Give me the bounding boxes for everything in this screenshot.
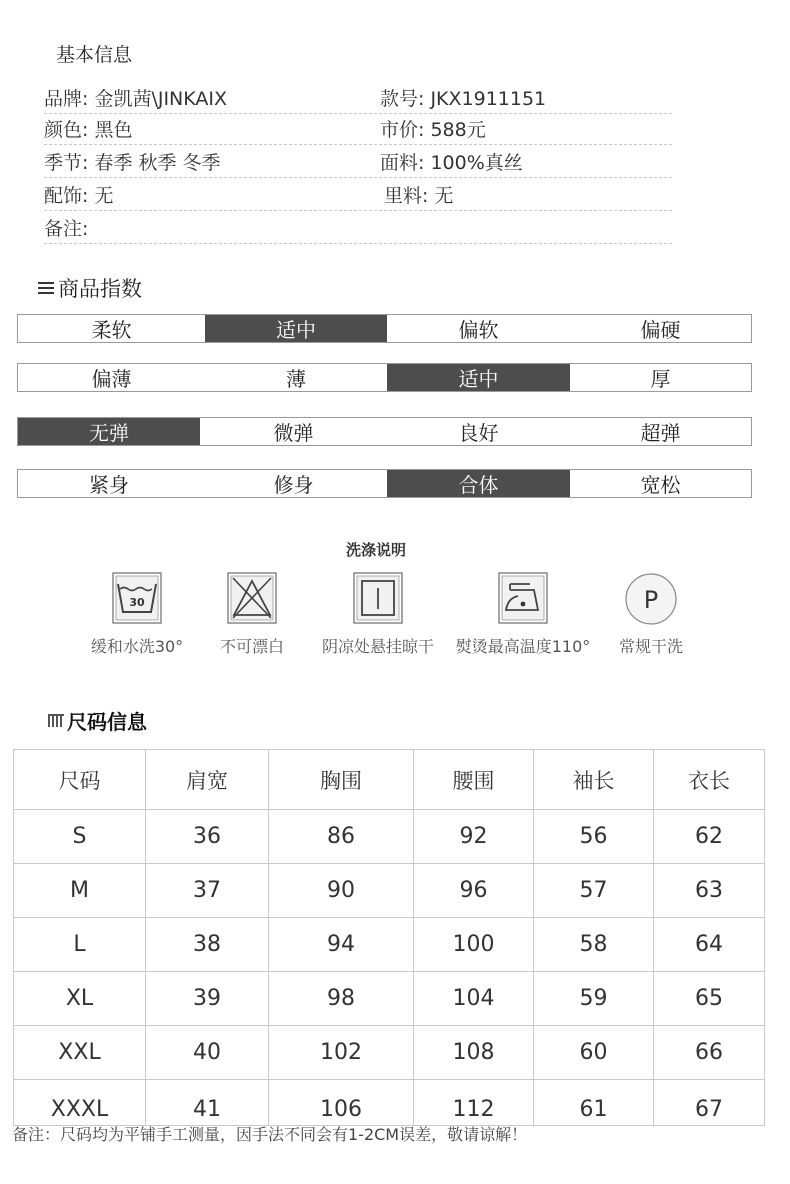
- column-header: 衣长: [654, 750, 765, 810]
- product-index-label: 商品指数: [58, 277, 142, 301]
- index-option: 宽松: [640, 473, 681, 497]
- table-cell: 64: [654, 918, 765, 972]
- info-row: [44, 177, 672, 211]
- table-cell: 86: [269, 810, 414, 864]
- basic-info-title: 基本信息: [56, 44, 133, 66]
- table-cell: 58: [534, 918, 654, 972]
- index-option: 微弹: [273, 421, 314, 445]
- table-cell: 60: [534, 1026, 654, 1080]
- table-cell: 66: [654, 1026, 765, 1080]
- wash-30-icon: [112, 572, 162, 624]
- table-row: [14, 918, 765, 972]
- table-cell: L: [14, 918, 146, 972]
- table-cell: 65: [654, 972, 765, 1026]
- dry-clean-icon: [624, 572, 678, 626]
- size-table: [13, 749, 765, 1126]
- column-header: 肩宽: [146, 750, 269, 810]
- season-field: 季节: 春季 秋季 冬季: [44, 152, 221, 174]
- wash-label: 常规干洗: [618, 637, 683, 656]
- table-row: [14, 1026, 765, 1080]
- column-header: 腰围: [414, 750, 534, 810]
- table-cell: 108: [414, 1026, 534, 1080]
- list-icon: [38, 282, 54, 294]
- index-option: 紧身: [89, 473, 129, 497]
- table-cell: 56: [534, 810, 654, 864]
- index-option: 偏软: [458, 318, 499, 342]
- grid-icon: [48, 714, 64, 727]
- no-bleach-icon: [227, 572, 277, 624]
- index-option: 厚: [650, 367, 671, 391]
- column-header: 胸围: [269, 750, 414, 810]
- table-cell: 62: [654, 810, 765, 864]
- index-option: 合体: [387, 470, 570, 497]
- product-index-title: [38, 273, 142, 303]
- table-cell: 63: [654, 864, 765, 918]
- size-info-title: [48, 706, 147, 735]
- column-header: 尺码: [14, 750, 146, 810]
- dry-clean-letter: P: [643, 586, 659, 614]
- index-row-fit: [17, 469, 752, 498]
- wash-item: [576, 572, 726, 657]
- table-cell: 37: [146, 864, 269, 918]
- index-option: 修身: [273, 473, 314, 497]
- table-cell: 67: [654, 1080, 765, 1126]
- info-row: [44, 144, 672, 178]
- wash-item: [303, 572, 453, 657]
- table-cell: 98: [269, 972, 414, 1026]
- index-option: 适中: [205, 315, 387, 342]
- market-price-field: 市价: 588元: [380, 119, 486, 141]
- table-header-row: [14, 750, 765, 810]
- index-option: 偏硬: [640, 318, 681, 342]
- column-header: 袖长: [534, 750, 654, 810]
- info-row: [44, 210, 672, 244]
- table-cell: S: [14, 810, 146, 864]
- size-info-label: 尺码信息: [67, 710, 147, 734]
- table-row: [14, 810, 765, 864]
- table-cell: 102: [269, 1026, 414, 1080]
- index-option: 偏薄: [91, 367, 132, 391]
- table-cell: 40: [146, 1026, 269, 1080]
- wash-label: 熨烫最高温度110°: [455, 637, 591, 656]
- table-cell: 96: [414, 864, 534, 918]
- table-cell: 92: [414, 810, 534, 864]
- table-cell: 41: [146, 1080, 269, 1126]
- info-row: [44, 80, 672, 114]
- brand-field: 品牌: 金凯茜\JINKAIX: [44, 88, 228, 110]
- remark-field: 备注:: [44, 218, 89, 240]
- index-option: 柔软: [91, 318, 132, 342]
- table-cell: 112: [414, 1080, 534, 1126]
- color-field: 颜色: 黑色: [44, 119, 133, 141]
- wash-temp-label: 30: [129, 596, 145, 609]
- index-option: 无弹: [18, 418, 200, 445]
- table-row: [14, 1080, 765, 1126]
- iron-icon: [498, 572, 548, 624]
- table-cell: 61: [534, 1080, 654, 1126]
- index-row-thickness: [17, 363, 752, 392]
- hang-dry-shade-icon: [353, 572, 403, 624]
- table-cell: 39: [146, 972, 269, 1026]
- table-cell: XL: [14, 972, 146, 1026]
- table-row: [14, 972, 765, 1026]
- table-cell: 106: [269, 1080, 414, 1126]
- table-cell: 36: [146, 810, 269, 864]
- table-cell: XXXL: [14, 1080, 146, 1126]
- index-row-softness: [17, 314, 752, 343]
- table-cell: 94: [269, 918, 414, 972]
- wash-label: 不可漂白: [219, 637, 284, 656]
- table-cell: 100: [414, 918, 534, 972]
- table-row: [14, 864, 765, 918]
- wash-label: 缓和水洗30°: [90, 637, 184, 656]
- table-cell: 57: [534, 864, 654, 918]
- wash-label: 阴凉处悬挂晾干: [321, 637, 434, 656]
- wash-instructions-title: 洗涤说明: [345, 541, 406, 559]
- index-row-elasticity: [17, 417, 752, 446]
- index-option: 薄: [286, 367, 306, 391]
- style-number-field: 款号: JKX1911151: [380, 88, 547, 110]
- table-cell: XXL: [14, 1026, 146, 1080]
- table-cell: 38: [146, 918, 269, 972]
- fabric-field: 面料: 100%真丝: [380, 152, 523, 174]
- table-cell: 104: [414, 972, 534, 1026]
- accessory-field: 配饰: 无: [44, 185, 114, 207]
- table-cell: M: [14, 864, 146, 918]
- index-option: 超弹: [640, 421, 681, 445]
- table-cell: 59: [534, 972, 654, 1026]
- size-note: 备注：尺码均为平铺手工测量，因手法不同会有1-2CM误差，敬请谅解！: [12, 1125, 528, 1144]
- index-option: 良好: [458, 421, 499, 445]
- table-cell: 90: [269, 864, 414, 918]
- info-row: [44, 111, 672, 145]
- index-option: 适中: [387, 364, 570, 391]
- lining-field: 里料: 无: [384, 185, 454, 207]
